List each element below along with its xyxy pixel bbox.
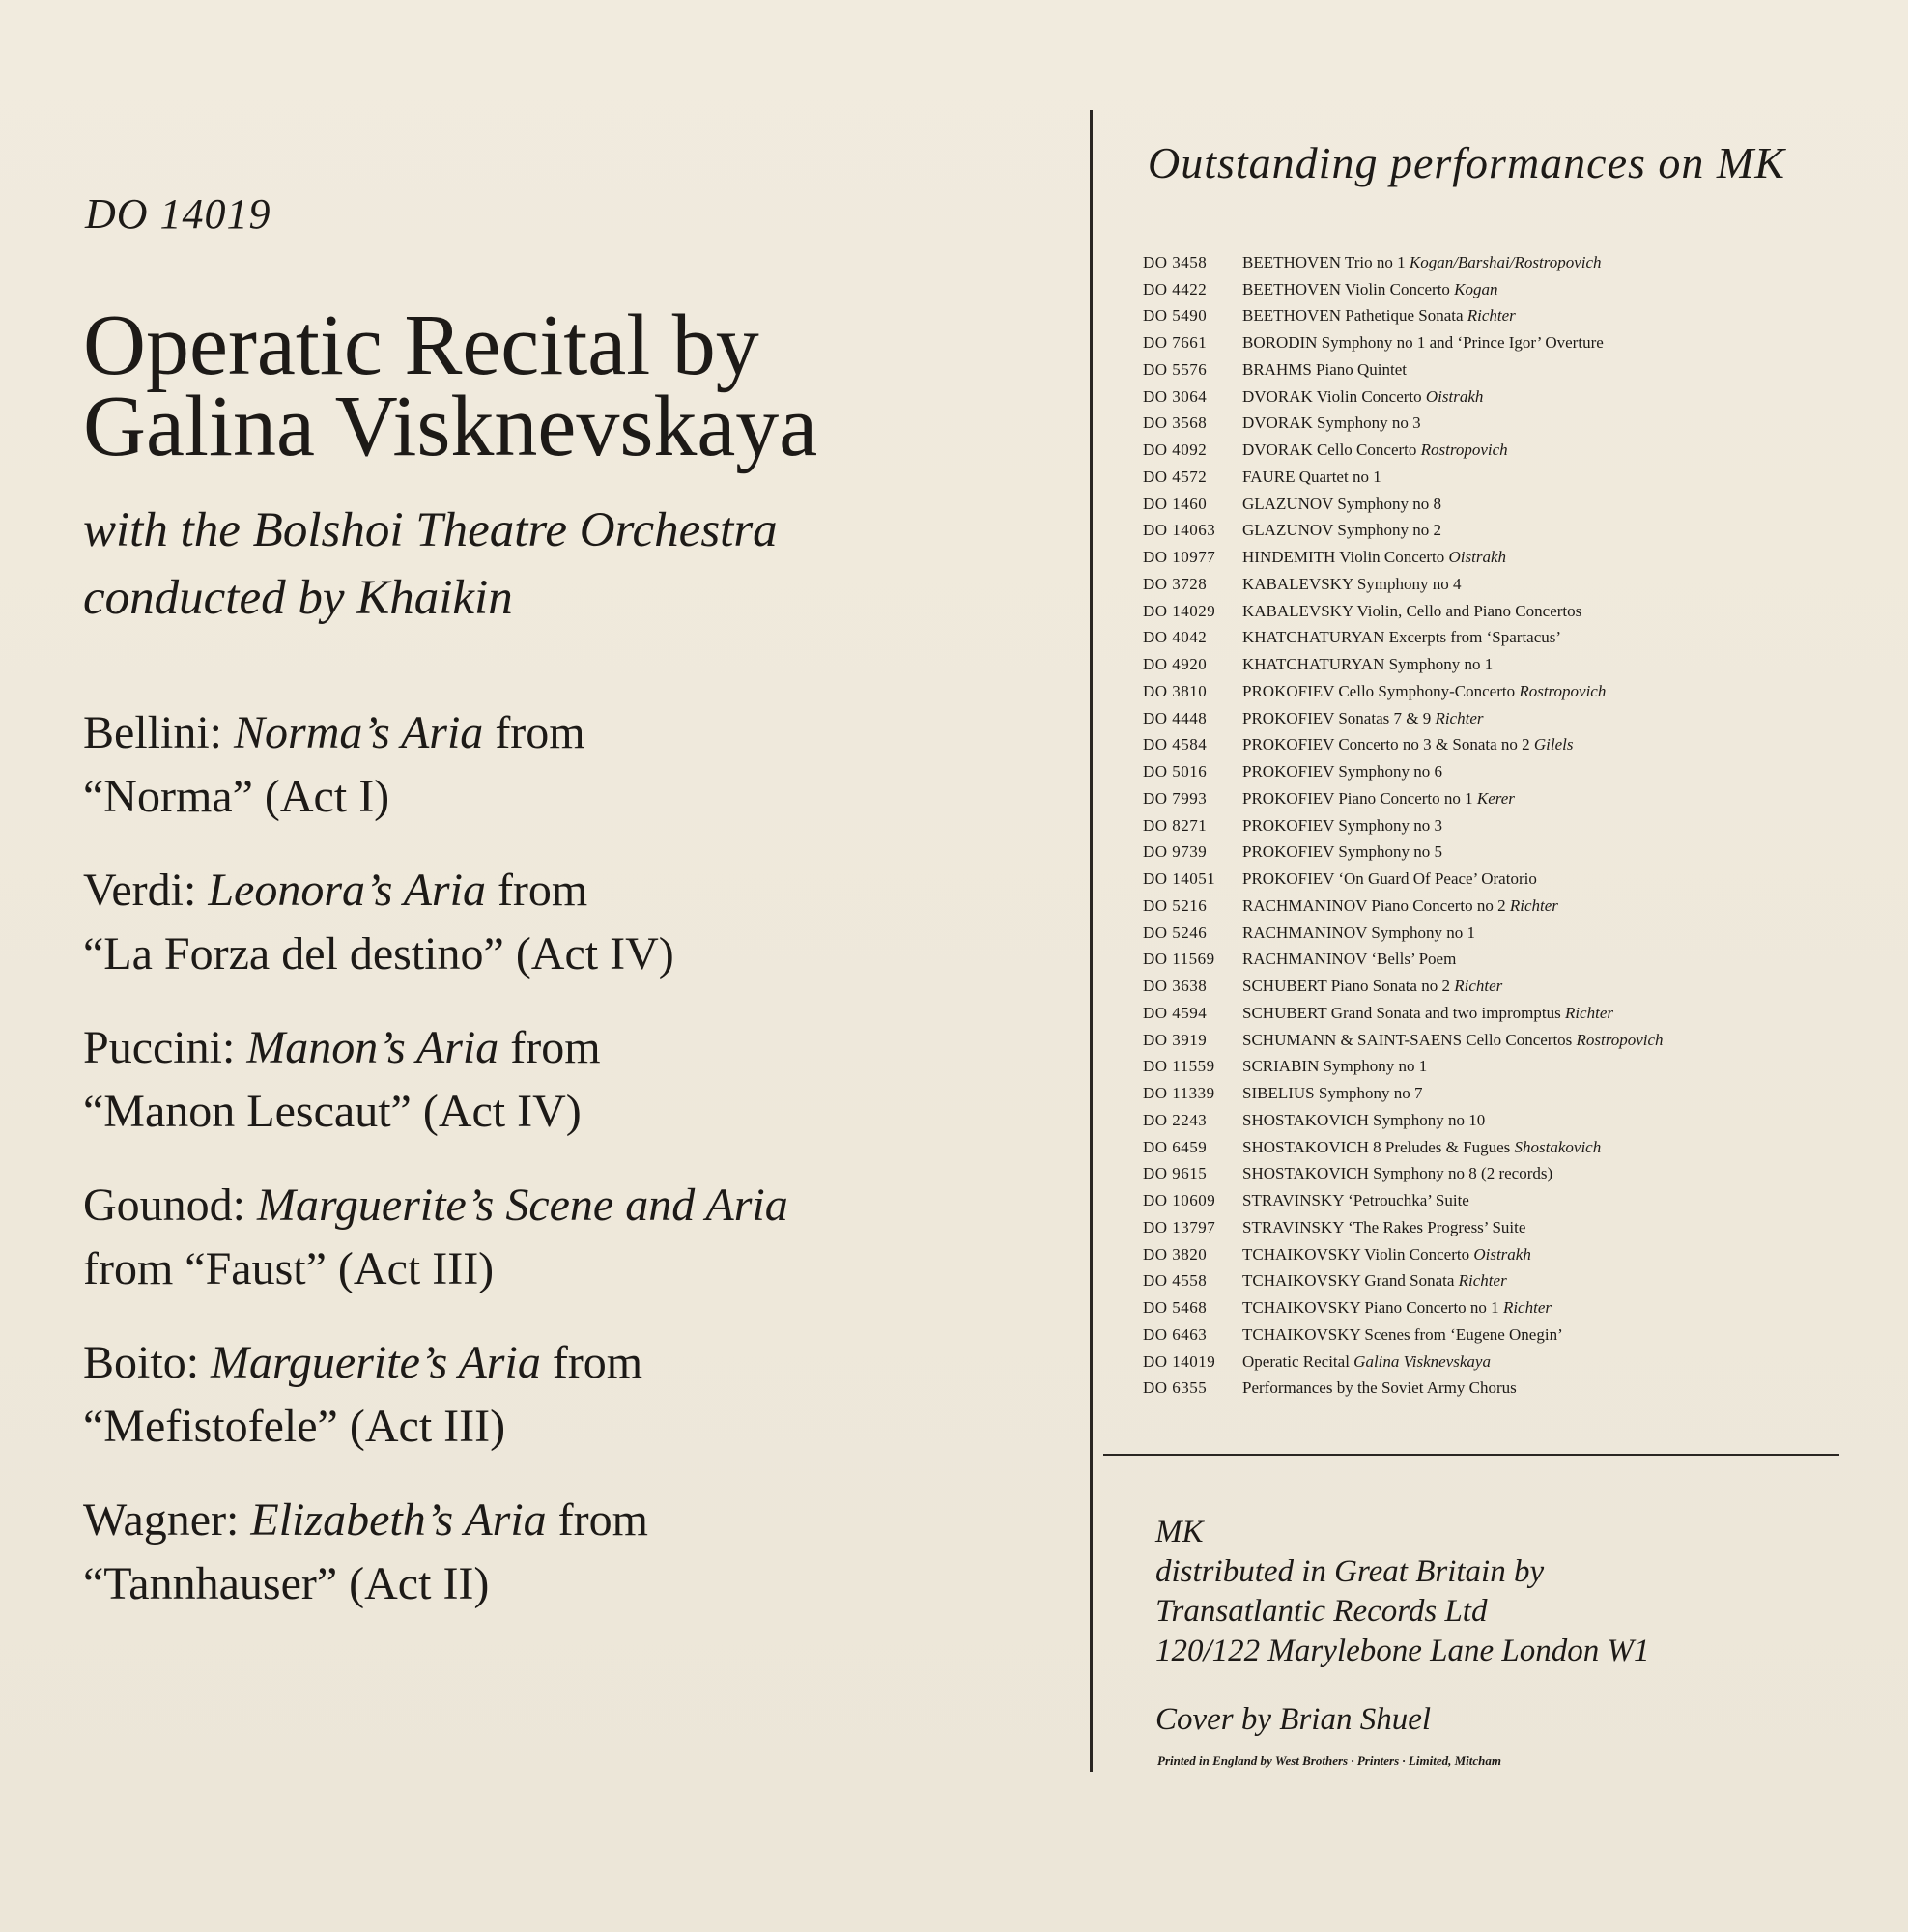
catalog-code: DO 4422 [1143,279,1208,298]
catalog-code: DO 4594 [1143,1003,1208,1022]
album-title [83,298,1049,474]
catalog-code: DO 5016 [1143,762,1208,781]
catalog-work-title: SCHUMANN & SAINT-SAENS Cello Concertos [1242,1030,1573,1049]
album-subtitle [83,497,1059,632]
catalog-row [1143,812,1877,839]
aria-entry [83,1331,1068,1459]
catalog-work [1242,548,1877,567]
catalog-work-title: PROKOFIEV Piano Concerto no 1 [1242,788,1473,808]
aria-source: “Mefistofele” (Act III) [83,1401,506,1452]
catalog-performer: Richter [1458,1271,1507,1291]
catalog-work-title: SCHUBERT Piano Sonata no 2 [1242,977,1450,996]
catalog-code: DO 2243 [1143,1110,1208,1129]
catalog-row [1143,1027,1877,1054]
catalog-work [1242,1004,1877,1023]
catalog-work [1242,816,1877,836]
catalog-work-title: BEETHOVEN Trio no 1 [1242,252,1406,271]
aria-composer: Verdi: [83,865,209,916]
catalog-code: DO 3919 [1143,1030,1208,1049]
catalog-code: DO 5576 [1143,359,1208,379]
catalog-work [1242,923,1877,943]
aria-source: “La Forza del destino” (Act IV) [83,928,674,980]
catalog-code: DO 3064 [1143,386,1208,406]
catalog-work [1242,1218,1877,1237]
catalog-work [1242,1298,1877,1318]
catalog-performer: Kogan [1454,279,1498,298]
catalog-code: DO 14029 [1143,601,1216,620]
catalog-performer: Rostropovich [1519,681,1607,700]
aria-source: “Manon Lescaut” (Act IV) [83,1086,582,1137]
catalog-work [1242,495,1877,514]
catalog-work [1242,950,1877,969]
catalog-code: DO 11569 [1143,950,1215,969]
catalog-work [1242,1352,1877,1372]
aria-entry [83,1016,1068,1144]
catalog-performer: Rostropovich [1420,440,1508,460]
catalog-work [1242,1378,1877,1398]
catalog-work-title: STRAVINSKY ‘Petrouchka’ Suite [1242,1191,1469,1210]
catalog-code: DO 4448 [1143,708,1208,727]
catalog-performer: Oistrakh [1473,1244,1531,1264]
catalog-work [1242,602,1877,621]
catalog-row [1143,464,1877,491]
catalog-performer: Shostakovich [1514,1137,1602,1156]
catalog-code: DO 11339 [1143,1084,1215,1103]
aria-entry [83,701,1068,829]
catalog-performer: Richter [1435,708,1484,727]
catalog-code: DO 10609 [1143,1191,1216,1210]
aria-from: from [485,865,588,916]
catalog-work [1242,1057,1877,1076]
catalog-row [1143,705,1877,732]
catalog-work [1242,977,1877,996]
catalog-work [1242,896,1877,916]
catalog-code: DO 6355 [1143,1378,1208,1398]
catalog-code: DO 4920 [1143,655,1208,674]
aria-title: Marguerite’s Scene and Aria [257,1179,788,1231]
catalog-heading: Outstanding performances on MK [1148,138,1785,187]
catalog-row [1143,598,1877,625]
vertical-divider [1090,110,1093,1772]
catalog-code: DO 8271 [1143,815,1208,835]
distribution-info [1155,1513,1649,1671]
catalog-row [1143,678,1877,705]
album-title-line1: Operatic Recital by [83,298,759,393]
catalog-code: DO 13797 [1143,1217,1216,1236]
catalog-code: DO 10977 [1143,548,1216,567]
catalog-work-title: Operatic Recital [1242,1351,1350,1371]
catalog-performer: Richter [1454,977,1503,996]
catalog-row [1143,973,1877,1000]
aria-composer: Gounod: [83,1179,257,1231]
catalog-code: DO 3458 [1143,252,1208,271]
catalog-work-title: TCHAIKOVSKY Violin Concerto [1242,1244,1470,1264]
catalog-work-title: PROKOFIEV Symphony no 6 [1242,762,1443,781]
aria-composer: Bellini: [83,707,234,758]
catalog-work [1242,306,1877,326]
catalog-work-title: SIBELIUS Symphony no 7 [1242,1084,1423,1103]
catalog-row [1143,437,1877,464]
catalog-work-title: BEETHOVEN Pathetique Sonata [1242,306,1464,326]
catalog-row [1143,1000,1877,1027]
catalog-code: DO 3638 [1143,977,1208,996]
aria-composer: Wagner: [83,1494,251,1546]
catalog-work-title: PROKOFIEV Sonatas 7 & 9 [1242,708,1432,727]
distribution-line4: 120/122 Marylebone Lane London W1 [1155,1634,1650,1668]
catalog-work [1242,521,1877,540]
catalog-row [1143,1054,1877,1081]
aria-title: Norma’s Aria [234,707,484,758]
catalog-work-title: KHATCHATURYAN Excerpts from ‘Spartacus’ [1242,628,1562,647]
catalog-performer: Rostropovich [1576,1030,1664,1049]
catalog-work [1242,280,1877,299]
aria-title: Manon’s Aria [246,1022,499,1073]
distribution-line1: MK [1155,1515,1204,1549]
catalog-row [1143,1349,1877,1376]
catalog-performer: Richter [1509,895,1558,915]
aria-from: from [498,1022,601,1073]
aria-entry [83,1489,1068,1616]
catalog-work-title: DVORAK Cello Concerto [1242,440,1417,460]
catalog-performer: Kerer [1476,788,1515,808]
catalog-row [1143,651,1877,678]
catalog-work-title: PROKOFIEV Symphony no 3 [1242,815,1443,835]
catalog-code: DO 9615 [1143,1164,1208,1183]
catalog-row [1143,356,1877,384]
aria-from: from [483,707,585,758]
catalog-work-title: GLAZUNOV Symphony no 8 [1242,494,1442,513]
distribution-line2: distributed in Great Britain by [1155,1554,1545,1589]
catalog-row [1143,866,1877,893]
catalog-work-title: BRAHMS Piano Quintet [1242,359,1408,379]
catalog-work-title: KABALEVSKY Violin, Cello and Piano Concertos [1242,601,1582,620]
catalog-code: DO 6463 [1143,1324,1208,1344]
catalog-work-title: TCHAIKOVSKY Scenes from ‘Eugene Onegin’ [1242,1324,1563,1344]
catalog-work-title: KABALEVSKY Symphony no 4 [1242,574,1462,593]
catalog-work [1242,1138,1877,1157]
subtitle-line2: conducted by Khaikin [83,571,513,625]
aria-entry [83,859,1068,986]
catalog-row [1143,1187,1877,1214]
catalog-work [1242,333,1877,353]
aria-composer: Boito: [83,1337,212,1388]
catalog-work-title: RACHMANINOV ‘Bells’ Poem [1242,950,1457,969]
catalog-work-title: KHATCHATURYAN Symphony no 1 [1242,655,1494,674]
catalog-row [1143,329,1877,356]
catalog-work-title: FAURE Quartet no 1 [1242,467,1381,486]
catalog-code: DO 6459 [1143,1137,1208,1156]
catalog-row [1143,303,1877,330]
catalog-work-title: STRAVINSKY ‘The Rakes Progress’ Suite [1242,1217,1526,1236]
catalog-performer: Oistrakh [1425,386,1484,406]
catalog-work [1242,789,1877,809]
catalog-work [1242,360,1877,380]
catalog-work-title: RACHMANINOV Symphony no 1 [1242,923,1476,942]
catalog-row [1143,1376,1877,1403]
aria-entry [83,1174,1068,1301]
catalog-row [1143,518,1877,545]
catalog-code: DO 3810 [1143,681,1208,700]
catalog-row [1143,544,1877,571]
catalog-row [1143,249,1877,276]
catalog-work [1242,1271,1877,1291]
catalog-code: DO 4572 [1143,467,1208,486]
catalog-work [1242,1164,1877,1183]
catalog-work [1242,655,1877,674]
catalog-code: DO 4584 [1143,735,1208,754]
catalog-row [1143,1134,1877,1161]
catalog-row [1143,947,1877,974]
catalog-work [1242,1245,1877,1264]
catalog-work-title: PROKOFIEV Concerto no 3 & Sonata no 2 [1242,735,1530,754]
catalog-code: DO 7993 [1143,788,1208,808]
catalog-work-title: HINDEMITH Violin Concerto [1242,548,1445,567]
catalog-work-title: SHOSTAKOVICH 8 Preludes & Fugues [1242,1137,1511,1156]
catalog-row [1143,384,1877,411]
catalog-row [1143,1268,1877,1295]
catalog-work-title: RACHMANINOV Piano Concerto no 2 [1242,895,1506,915]
catalog-row [1143,893,1877,920]
catalog-code: DO 5216 [1143,895,1208,915]
catalog-work [1242,413,1877,433]
catalog-performer: Richter [1467,306,1516,326]
catalog-code: DO 5490 [1143,306,1208,326]
catalog-work-title: SHOSTAKOVICH Symphony no 8 (2 records) [1242,1164,1553,1183]
catalog-work-title: BORODIN Symphony no 1 and ‘Prince Igor’ Overture [1242,333,1604,353]
catalog-performer: Oistrakh [1448,548,1506,567]
horizontal-divider [1103,1454,1839,1456]
catalog-work [1242,1111,1877,1130]
catalog-row [1143,1294,1877,1321]
catalog-row [1143,758,1877,785]
aria-program-list [83,701,1068,1646]
catalog-row [1143,411,1877,438]
catalog-work [1242,1084,1877,1103]
catalog-work-title: PROKOFIEV ‘On Guard Of Peace’ Oratorio [1242,869,1537,889]
catalog-work-title: TCHAIKOVSKY Grand Sonata [1242,1271,1455,1291]
catalog-performer: Kogan/Barshai/Rostropovich [1409,252,1602,271]
aria-from: from [546,1494,648,1546]
catalog-code: DO 14063 [1143,521,1216,540]
catalog-work [1242,762,1877,781]
printer-credit: Printed in England by West Brothers · Printers · Limited, Mitcham [1157,1753,1501,1768]
catalog-row [1143,1321,1877,1349]
catalog-performer: Gilels [1533,735,1574,754]
catalog-work-title: PROKOFIEV Symphony no 5 [1242,842,1443,862]
aria-from: from [540,1337,643,1388]
catalog-row [1143,1161,1877,1188]
catalog-work [1242,1325,1877,1345]
subtitle-line1: with the Bolshoi Theatre Orchestra [83,503,778,557]
catalog-code: DO 3728 [1143,574,1208,593]
catalog-work [1242,735,1877,754]
aria-title: Elizabeth’s Aria [250,1494,547,1546]
catalog-work-title: GLAZUNOV Symphony no 2 [1242,521,1442,540]
aria-source: “Tannhauser” (Act II) [83,1558,490,1609]
catalog-work [1242,869,1877,889]
catalog-code: DO 4092 [1143,440,1208,460]
catalog-work-title: BEETHOVEN Violin Concerto [1242,279,1450,298]
catalog-work [1242,575,1877,594]
catalog-work [1242,709,1877,728]
aria-title: Leonora’s Aria [208,865,486,916]
aria-title: Marguerite’s Aria [211,1337,541,1388]
catalog-work-title: DVORAK Symphony no 3 [1242,413,1421,433]
catalog-work-title: SHOSTAKOVICH Symphony no 10 [1242,1110,1486,1129]
catalog-work-title: Performances by the Soviet Army Chorus [1242,1378,1517,1398]
catalog-code: DO 4558 [1143,1271,1208,1291]
catalog-code: DO 14019 [1143,1351,1216,1371]
catalog-work [1242,628,1877,647]
catalog-row [1143,839,1877,867]
catalog-code: DO 14051 [1143,869,1216,889]
catalog-number: DO 14019 [85,190,271,238]
catalog-code: DO 4042 [1143,628,1208,647]
catalog-code: DO 5246 [1143,923,1208,942]
catalog-work-title: SCHUBERT Grand Sonata and two impromptus [1242,1003,1561,1022]
catalog-row [1143,625,1877,652]
catalog-work [1242,468,1877,487]
catalog-list [1143,249,1877,1402]
aria-source: from “Faust” (Act III) [83,1243,495,1294]
catalog-performer: Richter [1564,1003,1613,1022]
catalog-work [1242,842,1877,862]
catalog-work-title: SCRIABIN Symphony no 1 [1242,1057,1428,1076]
catalog-code: DO 1460 [1143,494,1208,513]
catalog-row [1143,920,1877,947]
catalog-row [1143,732,1877,759]
aria-composer: Puccini: [83,1022,247,1073]
catalog-row [1143,571,1877,598]
catalog-work-title: PROKOFIEV Cello Symphony-Concerto [1242,681,1516,700]
catalog-work [1242,440,1877,460]
catalog-row [1143,491,1877,518]
catalog-work [1242,253,1877,272]
catalog-row [1143,1241,1877,1268]
catalog-code: DO 3820 [1143,1244,1208,1264]
catalog-work-title: TCHAIKOVSKY Piano Concerto no 1 [1242,1298,1499,1318]
catalog-performer: Richter [1502,1298,1552,1318]
catalog-row [1143,276,1877,303]
catalog-work [1242,682,1877,701]
cover-credit: Cover by Brian Shuel [1155,1702,1432,1737]
catalog-row [1143,785,1877,812]
catalog-row [1143,1080,1877,1107]
catalog-work [1242,387,1877,407]
catalog-work-title: DVORAK Violin Concerto [1242,386,1422,406]
catalog-work [1242,1031,1877,1050]
catalog-code: DO 5468 [1143,1298,1208,1318]
catalog-work [1242,1191,1877,1210]
distribution-line3: Transatlantic Records Ltd [1155,1594,1488,1629]
catalog-row [1143,1214,1877,1241]
catalog-code: DO 3568 [1143,413,1208,433]
aria-source: “Norma” (Act I) [83,771,390,822]
album-title-line2: Galina Visknevskaya [83,379,818,474]
catalog-code: DO 7661 [1143,333,1208,353]
catalog-code: DO 11559 [1143,1057,1215,1076]
catalog-row [1143,1107,1877,1134]
catalog-performer: Galina Visknevskaya [1353,1351,1491,1371]
catalog-code: DO 9739 [1143,842,1208,862]
